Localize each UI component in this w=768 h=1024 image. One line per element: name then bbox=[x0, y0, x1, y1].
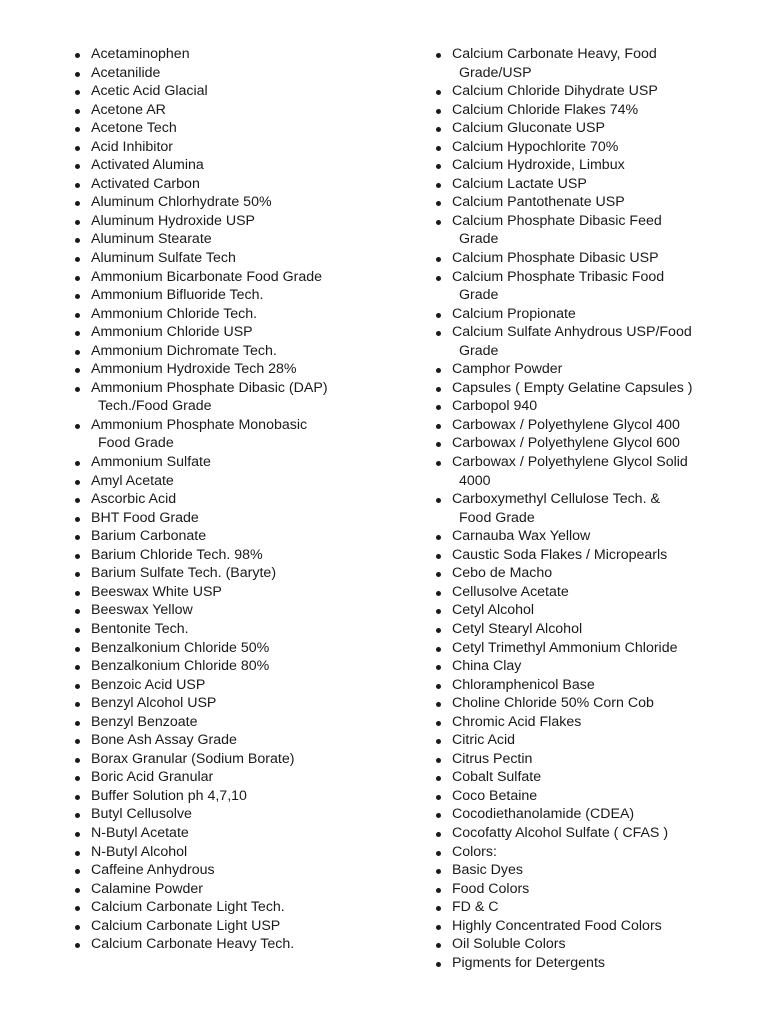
list-item bbox=[435, 564, 735, 583]
list-item bbox=[435, 397, 735, 416]
list-item bbox=[74, 601, 374, 620]
list-item-text: N-Butyl Alcohol bbox=[91, 843, 188, 860]
list-item-text: Colors: bbox=[452, 843, 497, 860]
list-item bbox=[74, 45, 374, 64]
list-item-text: Acetic Acid Glacial bbox=[91, 83, 208, 100]
list-item-text: Citrus Pectin bbox=[452, 750, 533, 767]
list-item bbox=[435, 138, 735, 157]
list-item bbox=[435, 379, 735, 398]
list-item-text: Ascorbic Acid bbox=[91, 491, 177, 508]
list-item-text: Bentonite Tech. bbox=[91, 620, 189, 637]
list-item-text: Bone Ash Assay Grade bbox=[91, 732, 237, 749]
list-item bbox=[74, 768, 374, 787]
list-item-text: Calcium Hypochlorite 70% bbox=[452, 138, 619, 155]
list-item-text: Beeswax Yellow bbox=[91, 602, 193, 619]
list-item bbox=[435, 601, 735, 620]
list-item-text: Food Colors bbox=[452, 880, 530, 897]
list-item-text: Calcium Carbonate Heavy Tech. bbox=[91, 936, 295, 953]
list-item-continuation: Grade bbox=[459, 342, 499, 359]
list-item-continuation: Grade/USP bbox=[459, 64, 532, 81]
list-item bbox=[74, 898, 374, 917]
list-item bbox=[435, 453, 735, 490]
list-item bbox=[74, 713, 374, 732]
list-item bbox=[435, 546, 735, 565]
list-item-text: Cetyl Trimethyl Ammonium Chloride bbox=[452, 639, 678, 656]
list-item-text: Calcium Sulfate Anhydrous USP/Food bbox=[452, 324, 692, 341]
list-item-text: Calcium Gluconate USP bbox=[452, 120, 605, 137]
list-item bbox=[74, 119, 374, 138]
list-item bbox=[435, 843, 735, 862]
list-item-text: Oil Soluble Colors bbox=[452, 936, 566, 953]
list-item bbox=[74, 305, 374, 324]
list-item-text: Caustic Soda Flakes / Micropearls bbox=[452, 546, 668, 563]
list-item-text: Benzalkonium Chloride 50% bbox=[91, 639, 270, 656]
list-item bbox=[74, 416, 374, 453]
list-item bbox=[435, 156, 735, 175]
list-item-text: Citric Acid bbox=[452, 732, 516, 749]
list-item-text: Calcium Hydroxide, Limbux bbox=[452, 157, 625, 174]
list-item bbox=[435, 917, 735, 936]
list-item bbox=[435, 768, 735, 787]
list-item-continuation: Food Grade bbox=[459, 509, 535, 526]
list-item-text: Calcium Pantothenate USP bbox=[452, 194, 625, 211]
list-item bbox=[74, 101, 374, 120]
list-item-text: Activated Alumina bbox=[91, 157, 204, 174]
list-item-text: Calcium Carbonate Light Tech. bbox=[91, 899, 285, 916]
list-item bbox=[74, 546, 374, 565]
list-item-text: Benzoic Acid USP bbox=[91, 676, 206, 693]
list-item bbox=[74, 787, 374, 806]
list-item-text: Buffer Solution ph 4,7,10 bbox=[91, 787, 247, 804]
list-item bbox=[435, 527, 735, 546]
list-item-text: Benzyl Benzoate bbox=[91, 713, 198, 730]
list-item bbox=[435, 249, 735, 268]
list-item bbox=[74, 620, 374, 639]
list-item bbox=[74, 805, 374, 824]
list-item-text: Benzyl Alcohol USP bbox=[91, 695, 217, 712]
list-item bbox=[74, 880, 374, 899]
list-item-continuation: Food Grade bbox=[98, 435, 174, 452]
list-item bbox=[435, 323, 735, 360]
list-item bbox=[74, 138, 374, 157]
list-item-text: Cocodiethanolamide (CDEA) bbox=[452, 806, 635, 823]
list-item bbox=[435, 880, 735, 899]
list-item bbox=[435, 898, 735, 917]
list-item-text: Pigments for Detergents bbox=[452, 954, 605, 971]
list-item bbox=[74, 657, 374, 676]
list-item bbox=[74, 342, 374, 361]
list-item-text: Carbowax / Polyethylene Glycol Solid bbox=[452, 454, 688, 471]
list-item bbox=[74, 676, 374, 695]
list-item bbox=[74, 843, 374, 862]
list-item bbox=[74, 175, 374, 194]
list-item-text: Calcium Chloride Flakes 74% bbox=[452, 101, 639, 118]
list-item bbox=[74, 731, 374, 750]
list-item bbox=[74, 509, 374, 528]
list-item-text: Caffeine Anhydrous bbox=[91, 862, 215, 879]
list-item-continuation: 4000 bbox=[459, 472, 491, 489]
list-item bbox=[74, 193, 374, 212]
list-item-text: Acetone Tech bbox=[91, 120, 177, 137]
list-item-text: China Clay bbox=[452, 658, 522, 675]
list-item bbox=[74, 64, 374, 83]
list-item bbox=[435, 731, 735, 750]
list-item bbox=[435, 212, 735, 249]
list-item-text: FD & C bbox=[452, 899, 499, 916]
list-item-text: Cocofatty Alcohol Sulfate ( CFAS ) bbox=[452, 824, 669, 841]
chemical-list-right bbox=[435, 45, 735, 972]
list-item bbox=[435, 305, 735, 324]
list-item-text: Calcium Propionate bbox=[452, 305, 576, 322]
list-item-text: Ammonium Chloride USP bbox=[91, 324, 253, 341]
list-item bbox=[435, 583, 735, 602]
list-item-continuation: Grade bbox=[459, 231, 499, 248]
list-item bbox=[435, 416, 735, 435]
list-item-text: Carnauba Wax Yellow bbox=[452, 528, 591, 545]
list-item bbox=[74, 379, 374, 416]
list-item-text: Calcium Carbonate Light USP bbox=[91, 917, 281, 934]
list-item-text: Cetyl Alcohol bbox=[452, 602, 535, 619]
list-item-text: Barium Carbonate bbox=[91, 528, 207, 545]
list-item bbox=[74, 490, 374, 509]
list-item bbox=[74, 323, 374, 342]
list-item bbox=[435, 490, 735, 527]
list-item-text: Aluminum Hydroxide USP bbox=[91, 212, 256, 229]
list-item-text: Cellusolve Acetate bbox=[452, 583, 569, 600]
list-item-text: Ammonium Phosphate Monobasic bbox=[91, 416, 308, 433]
list-item-text: Calcium Phosphate Dibasic USP bbox=[452, 250, 659, 267]
list-item-text: Highly Concentrated Food Colors bbox=[452, 917, 662, 934]
list-item bbox=[435, 954, 735, 973]
list-item bbox=[435, 175, 735, 194]
list-item bbox=[74, 750, 374, 769]
list-item-text: Borax Granular (Sodium Borate) bbox=[91, 750, 295, 767]
list-item bbox=[74, 564, 374, 583]
list-item bbox=[74, 360, 374, 379]
list-item bbox=[74, 527, 374, 546]
list-item-text: Beeswax White USP bbox=[91, 583, 222, 600]
list-item-continuation: Grade bbox=[459, 287, 499, 304]
list-item-text: Aluminum Chlorhydrate 50% bbox=[91, 194, 272, 211]
list-item-text: Amyl Acetate bbox=[91, 472, 174, 489]
list-item-text: Ammonium Bicarbonate Food Grade bbox=[91, 268, 323, 285]
list-item bbox=[74, 583, 374, 602]
list-item-text: Basic Dyes bbox=[452, 862, 523, 879]
list-item-text: Carbowax / Polyethylene Glycol 400 bbox=[452, 416, 680, 433]
list-item-text: Butyl Cellusolve bbox=[91, 806, 192, 823]
list-item-text: Ammonium Dichromate Tech. bbox=[91, 342, 277, 359]
list-item bbox=[435, 434, 735, 453]
list-item bbox=[74, 861, 374, 880]
list-item bbox=[435, 657, 735, 676]
list-item-text: Carbowax / Polyethylene Glycol 600 bbox=[452, 435, 680, 452]
list-item-text: Aluminum Stearate bbox=[91, 231, 212, 248]
list-item-text: Chromic Acid Flakes bbox=[452, 713, 582, 730]
list-item-text: Chloramphenicol Base bbox=[452, 676, 595, 693]
list-item-text: Calcium Chloride Dihydrate USP bbox=[452, 83, 658, 100]
list-item-text: Calcium Phosphate Dibasic Feed bbox=[452, 212, 662, 229]
list-item bbox=[74, 917, 374, 936]
list-item bbox=[435, 193, 735, 212]
list-item bbox=[74, 156, 374, 175]
list-item-text: Calcium Lactate USP bbox=[452, 175, 587, 192]
list-item bbox=[435, 620, 735, 639]
list-item-text: Choline Chloride 50% Corn Cob bbox=[452, 695, 654, 712]
list-item-text: Benzalkonium Chloride 80% bbox=[91, 658, 270, 675]
list-item bbox=[74, 249, 374, 268]
list-item-text: Camphor Powder bbox=[452, 361, 563, 378]
list-item-text: Coco Betaine bbox=[452, 787, 538, 804]
list-item-continuation: Tech./Food Grade bbox=[98, 398, 212, 415]
list-item-text: Capsules ( Empty Gelatine Capsules ) bbox=[452, 379, 693, 396]
list-item-text: Aluminum Sulfate Tech bbox=[91, 250, 236, 267]
list-item bbox=[74, 82, 374, 101]
list-item bbox=[74, 472, 374, 491]
list-item-text: Barium Sulfate Tech. (Baryte) bbox=[91, 565, 277, 582]
list-item bbox=[74, 286, 374, 305]
list-item-text: BHT Food Grade bbox=[91, 509, 199, 526]
list-item bbox=[435, 101, 735, 120]
list-item bbox=[435, 824, 735, 843]
list-item bbox=[74, 824, 374, 843]
list-item-text: Acetaminophen bbox=[91, 46, 190, 62]
list-item bbox=[74, 453, 374, 472]
list-item-text: Barium Chloride Tech. 98% bbox=[91, 546, 263, 563]
list-item bbox=[435, 639, 735, 658]
list-item-text: Calcium Phosphate Tribasic Food bbox=[452, 268, 665, 285]
list-item bbox=[435, 676, 735, 695]
list-item bbox=[74, 639, 374, 658]
list-item-text: Acetanilide bbox=[91, 64, 161, 81]
chemical-list-left bbox=[74, 45, 374, 954]
list-item-text: Cobalt Sulfate bbox=[452, 769, 542, 786]
list-item bbox=[74, 230, 374, 249]
list-item bbox=[74, 694, 374, 713]
list-item-text: Acetone AR bbox=[91, 101, 166, 118]
list-item bbox=[435, 713, 735, 732]
list-item-text: Boric Acid Granular bbox=[91, 769, 214, 786]
list-item-text: Activated Carbon bbox=[91, 175, 200, 192]
list-item-text: N-Butyl Acetate bbox=[91, 824, 189, 841]
list-item bbox=[435, 861, 735, 880]
list-item-text: Carbopol 940 bbox=[452, 398, 538, 415]
list-item-text: Ammonium Hydroxide Tech 28% bbox=[91, 361, 297, 378]
list-item-text: Ammonium Bifluoride Tech. bbox=[91, 287, 264, 304]
list-item bbox=[435, 694, 735, 713]
list-item bbox=[74, 268, 374, 287]
list-item bbox=[435, 750, 735, 769]
list-item bbox=[435, 268, 735, 305]
list-item-text: Calamine Powder bbox=[91, 880, 203, 897]
list-item-text: Carboxymethyl Cellulose Tech. & bbox=[452, 491, 660, 508]
list-item bbox=[435, 787, 735, 806]
list-item-text: Ammonium Sulfate bbox=[91, 454, 211, 471]
list-item bbox=[435, 82, 735, 101]
list-item bbox=[435, 935, 735, 954]
list-item-text: Ammonium Chloride Tech. bbox=[91, 305, 258, 322]
list-item-text: Acid Inhibitor bbox=[91, 138, 174, 155]
list-item bbox=[435, 119, 735, 138]
list-item bbox=[435, 45, 735, 82]
list-item-text: Calcium Carbonate Heavy, Food bbox=[452, 46, 657, 62]
list-item-text: Ammonium Phosphate Dibasic (DAP) bbox=[91, 379, 328, 396]
list-item bbox=[74, 212, 374, 231]
list-item bbox=[74, 935, 374, 954]
list-item-text: Cebo de Macho bbox=[452, 565, 553, 582]
list-item bbox=[435, 805, 735, 824]
list-item bbox=[435, 360, 735, 379]
list-item-text: Cetyl Stearyl Alcohol bbox=[452, 620, 583, 637]
